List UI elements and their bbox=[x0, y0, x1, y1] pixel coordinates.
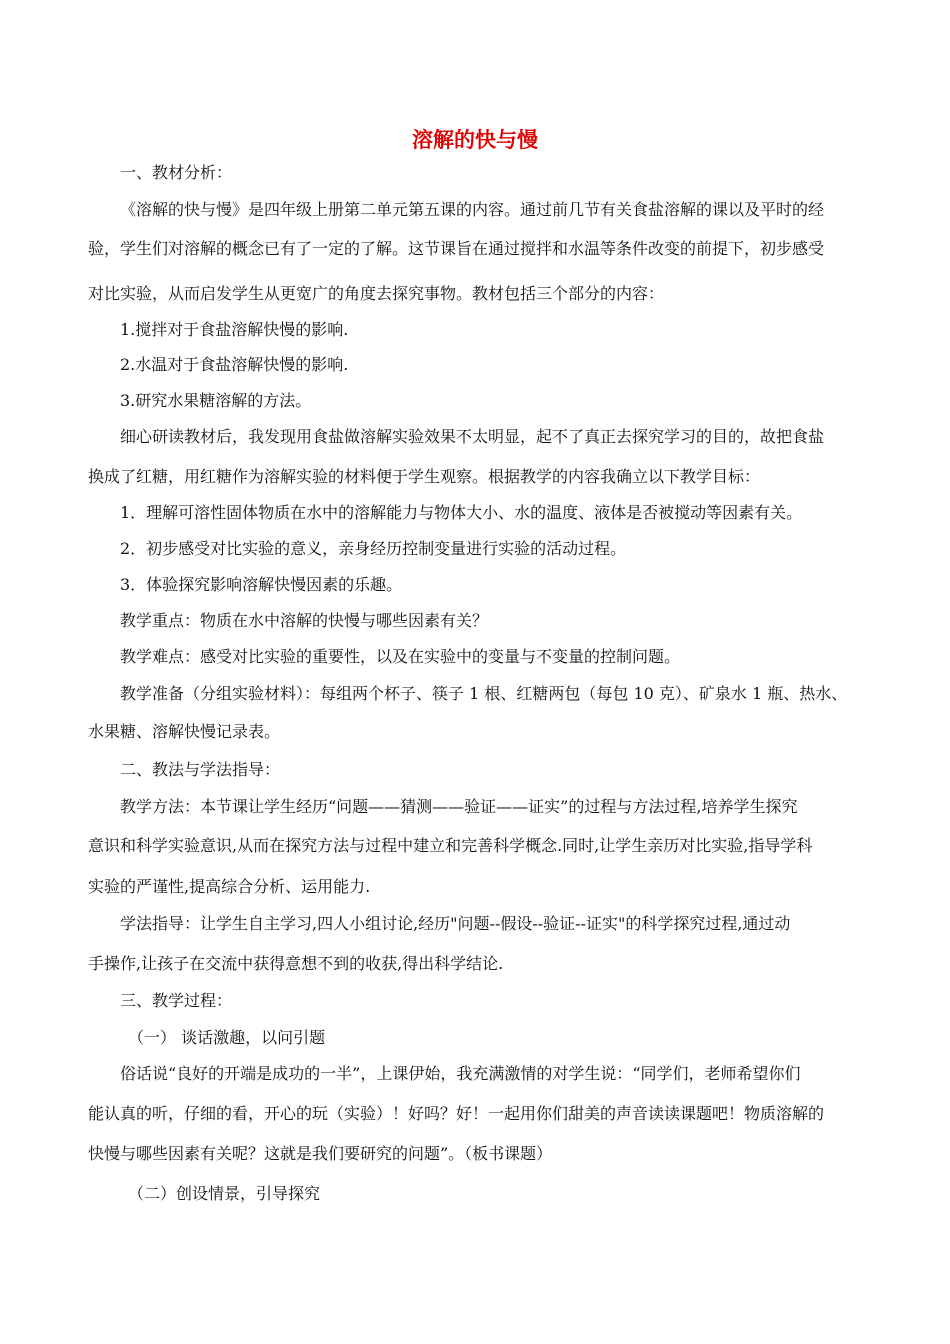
paragraph-line: 教学重点：物质在水中溶解的快慢与哪些因素有关？ bbox=[120, 611, 489, 630]
paragraph-line: 水果糖、溶解快慢记录表。 bbox=[88, 722, 281, 741]
list-item: 3．体验探究影响溶解快慢因素的乐趣。 bbox=[120, 575, 403, 594]
paragraph-line: 手操作,让孩子在交流中获得意想不到的收获,得出科学结论. bbox=[88, 954, 504, 973]
subsection-heading: （一） 谈话激趣，以问引题 bbox=[128, 1028, 326, 1047]
section-heading-teaching-process: 三、教学过程： bbox=[120, 991, 233, 1010]
paragraph-line: 教学难点：感受对比实验的重要性，以及在实验中的变量与不变量的控制问题。 bbox=[120, 647, 681, 666]
paragraph-line: 教学准备（分组实验材料）：每组两个杯子、筷子 1 根、红糖两包（每包 10 克）、矿泉水 1 瓶、热水、 bbox=[120, 684, 848, 703]
paragraph-line: 细心研读教材后，我发现用食盐做溶解实验效果不太明显，起不了真正去探究学习的目的，故把食盐 bbox=[120, 427, 825, 446]
list-item: 2．初步感受对比实验的意义，亲身经历控制变量进行实验的活动过程。 bbox=[120, 539, 627, 558]
section-heading-methods: 二、教法与学法指导： bbox=[120, 760, 281, 779]
paragraph-line: 意识和科学实验意识,从而在探究方法与过程中建立和完善科学概念.同时,让学生亲历对比实验,指导学科 bbox=[88, 836, 813, 855]
list-item: 1.搅拌对于食盐溶解快慢的影响. bbox=[120, 320, 349, 339]
subsection-heading: （二）创设情景，引导探究 bbox=[128, 1184, 321, 1203]
paragraph-line: 俗话说“良好的开端是成功的一半”，上课伊始，我充满激情的对学生说：“同学们，老师希望你们 bbox=[120, 1064, 801, 1083]
section-heading-textbook-analysis: 一、教材分析： bbox=[120, 163, 233, 182]
document-title: 溶解的快与慢 bbox=[412, 128, 538, 152]
paragraph-line: 学法指导：让学生自主学习,四人小组讨论,经历"问题--假设--验证--证实"的科学探究过程,通过动 bbox=[120, 914, 791, 933]
list-item: 2.水温对于食盐溶解快慢的影响. bbox=[120, 355, 349, 374]
paragraph-line: 教学方法：本节课让学生经历“问题——猜测——验证——证实”的过程与方法过程,培养学生探究 bbox=[120, 797, 798, 816]
paragraph-line: 换成了红糖，用红糖作为溶解实验的材料便于学生观察。根据教学的内容我确立以下教学目标： bbox=[88, 467, 761, 486]
list-item: 1．理解可溶性固体物质在水中的溶解能力与物体大小、水的温度、液体是否被搅动等因素有关。 bbox=[120, 503, 803, 522]
paragraph-line: 实验的严谨性,提高综合分析、运用能力. bbox=[88, 877, 371, 896]
paragraph-line: 《溶解的快与慢》是四年级上册第二单元第五课的内容。通过前几节有关食盐溶解的课以及平时的经 bbox=[120, 200, 825, 219]
paragraph-line: 验，学生们对溶解的概念已有了一定的了解。这节课旨在通过搅拌和水温等条件改变的前提下，初步感受 bbox=[88, 239, 825, 258]
paragraph-line: 能认真的听，仔细的看，开心的玩（实验）！好吗？好！一起用你们甜美的声音读读课题吧！物质溶解的 bbox=[88, 1104, 825, 1123]
paragraph-line: 快慢与哪些因素有关呢？这就是我们要研究的问题”。（板书课题） bbox=[88, 1144, 553, 1163]
paragraph-line: 对比实验，从而启发学生从更宽广的角度去探究事物。教材包括三个部分的内容： bbox=[88, 284, 665, 303]
list-item: 3.研究水果糖溶解的方法。 bbox=[120, 391, 312, 410]
